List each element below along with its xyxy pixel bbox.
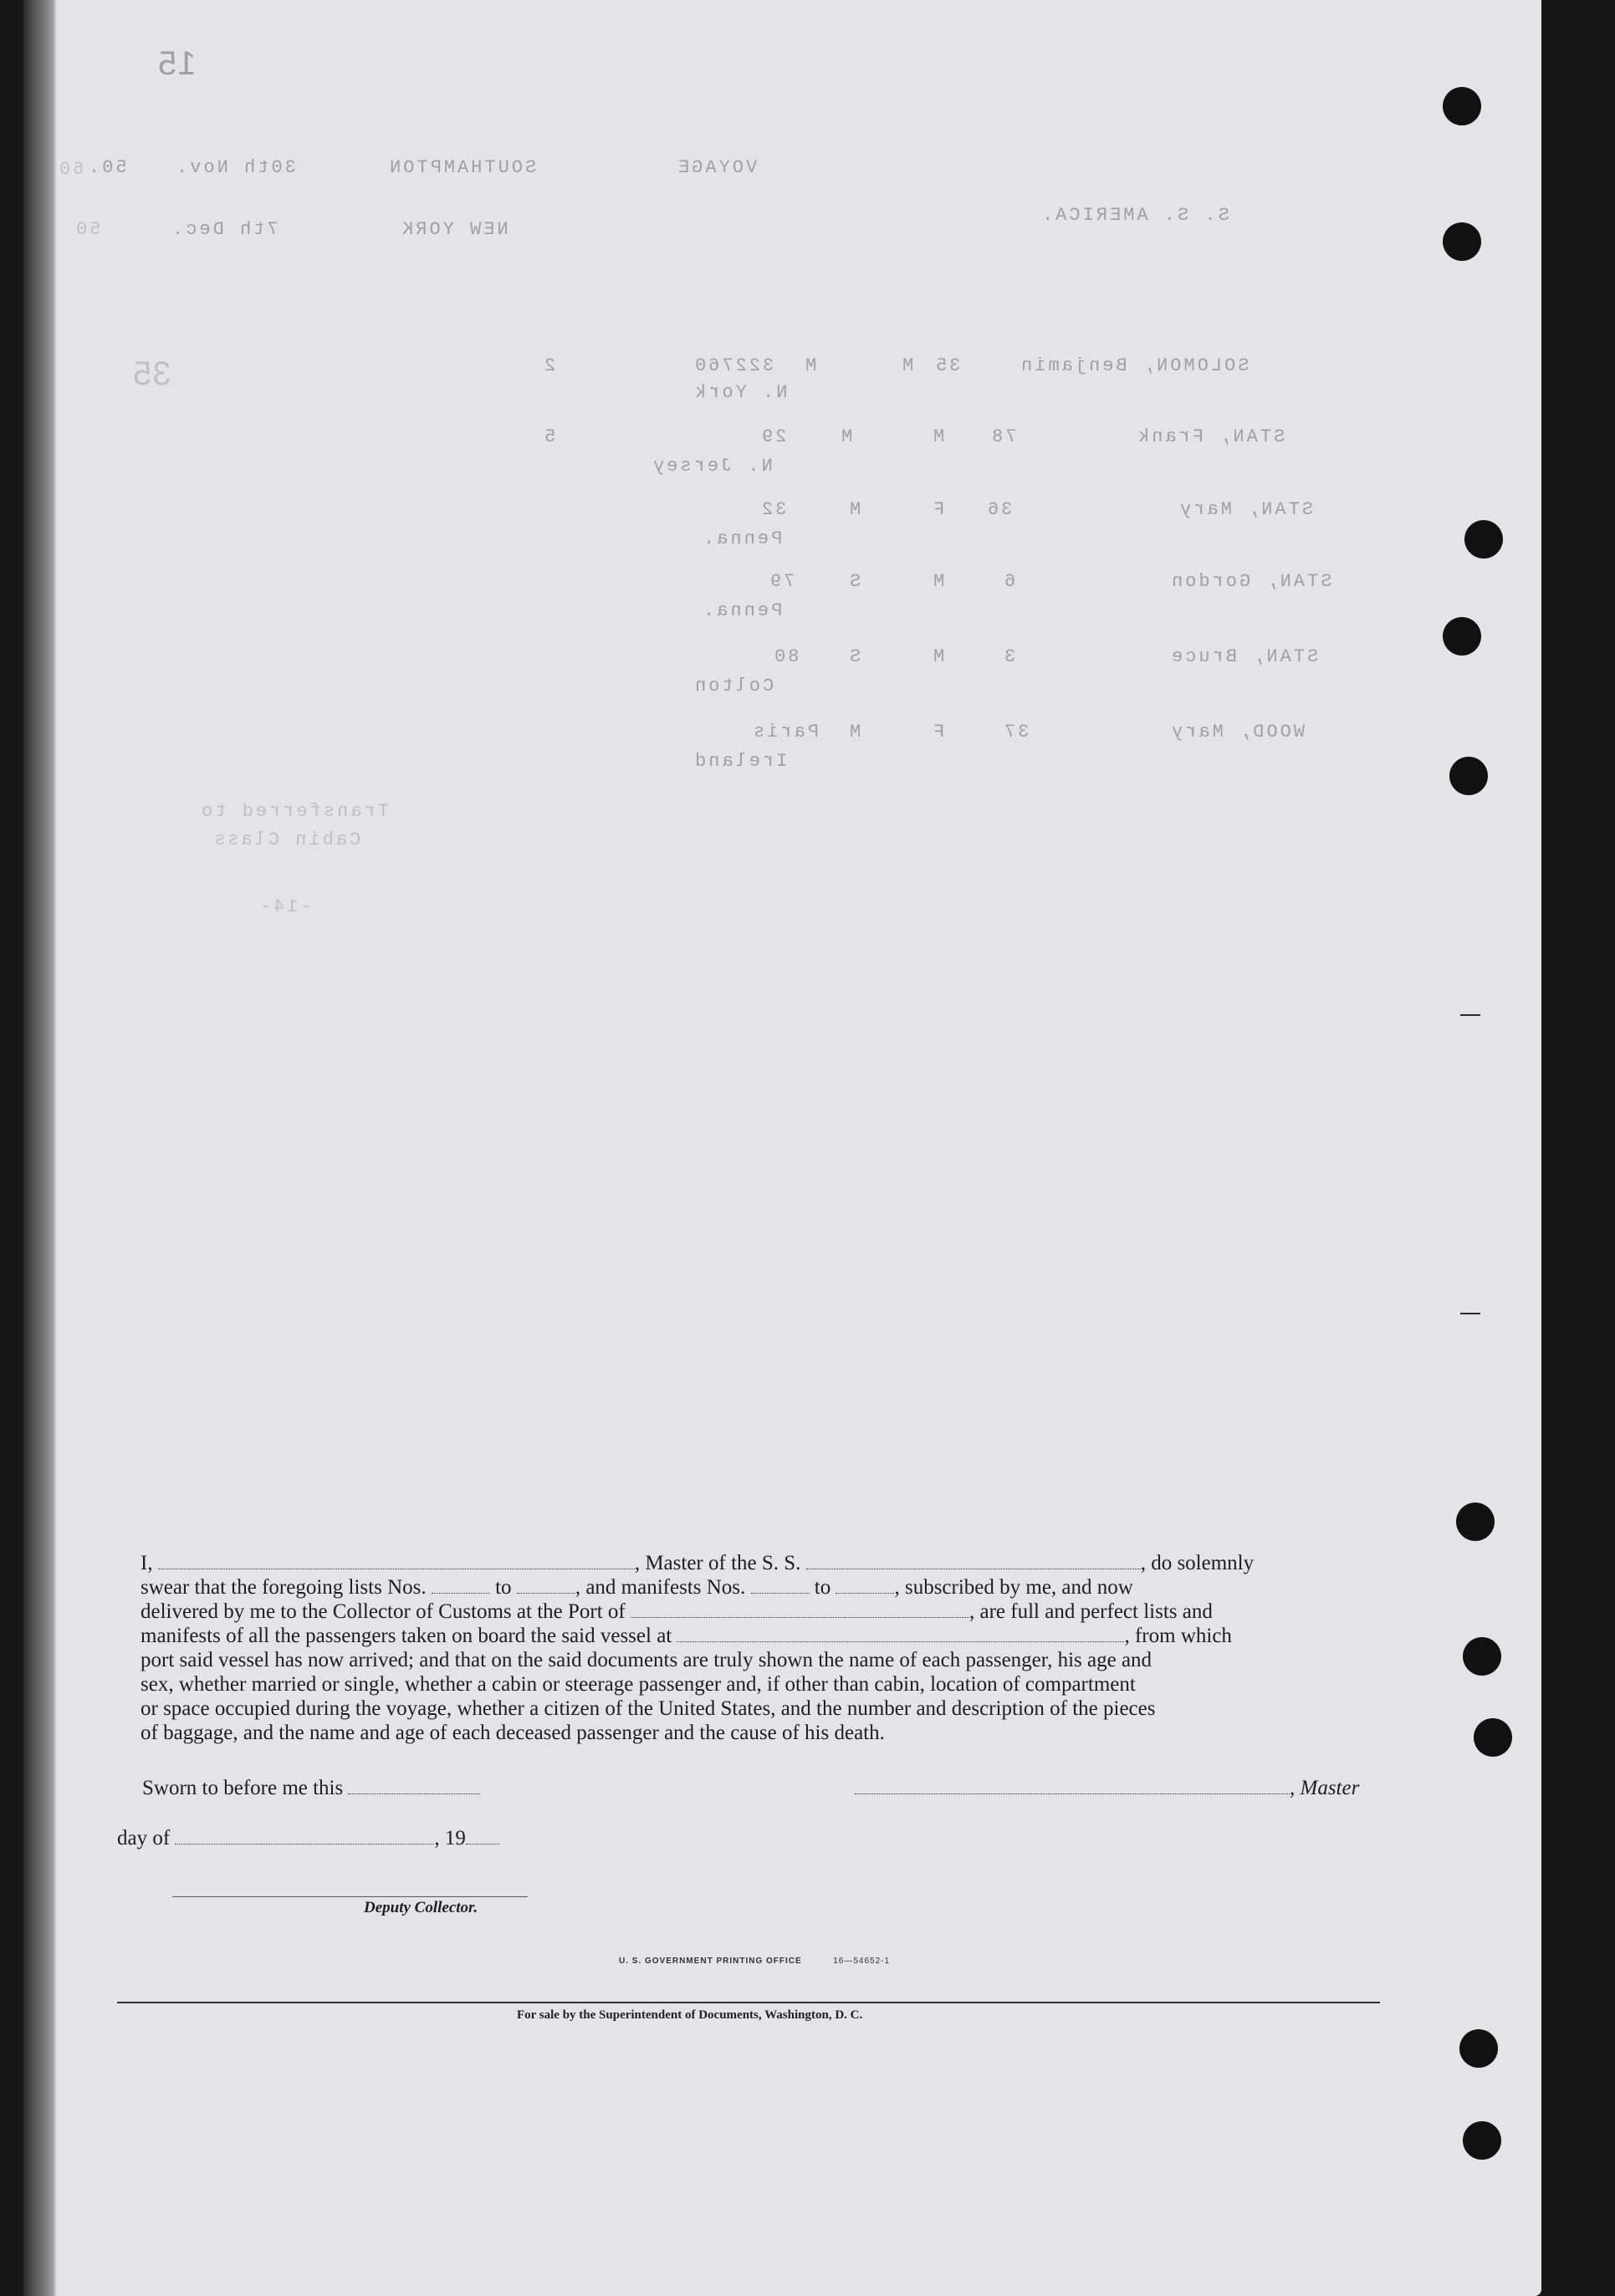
deputy-collector-label: Deputy Collector. (364, 1899, 478, 1916)
ghost-row-place: Colton (693, 676, 774, 696)
ghost-row-col: 2 (542, 355, 556, 376)
form-number: 16—54652-1 (833, 1957, 891, 1966)
ghost-row-age: 6 (1002, 571, 1016, 592)
ghost-left-note: Transferred to (199, 801, 389, 822)
ghost-row-status: M (839, 426, 853, 447)
ghost-row-age: 37 (1002, 722, 1030, 742)
ghost-row-sex: F (931, 499, 945, 520)
oath-text: , from which (1124, 1625, 1232, 1647)
margin-tick (1460, 1313, 1480, 1314)
binder-hole (1463, 1637, 1501, 1676)
footer-rule (117, 2002, 1380, 2003)
ghost-port-from: SOUTHAMPTON (387, 157, 537, 178)
oath-line: port said vessel has now arrived; and that on the said documents are truly shown the name of each passenger, his age and (141, 1649, 1152, 1671)
ghost-row-sex: F (931, 722, 945, 742)
oath-line: sex, whether married or single, whether a cabin or steerage passenger and, if other than cabin, location of compartment (141, 1673, 1136, 1696)
sworn-day-blank[interactable] (348, 1787, 480, 1794)
ghost-left-note: Cabin Class (212, 829, 361, 850)
ghost-row-sex: M (931, 571, 945, 592)
ghost-date-to: 7th Dec. (170, 219, 279, 240)
ghost-row-name: WOOD, Mary (1169, 722, 1306, 742)
year-prefix: , 19 (434, 1827, 466, 1850)
master-signature-blank[interactable] (855, 1787, 1290, 1794)
oath-line (141, 1624, 1402, 1648)
ghost-row-num: 29 (759, 426, 787, 447)
ghost-row-sex: M (900, 355, 914, 376)
ghost-page-number: 15 (157, 45, 197, 82)
oath-text: to (495, 1576, 512, 1599)
manifests-to-blank[interactable] (836, 1586, 894, 1594)
ghost-row-sex: M (931, 646, 945, 667)
departure-port-blank[interactable] (677, 1635, 1124, 1642)
ghost-row-name: STAN, Bruce (1169, 646, 1319, 667)
oath-line (141, 1600, 1402, 1624)
day-of-line (117, 1827, 499, 1850)
master-name-blank[interactable] (158, 1562, 635, 1569)
ghost-row-place: Penna. (701, 528, 783, 549)
ghost-row-status: M (803, 355, 817, 376)
ghost-row-sex: M (931, 426, 945, 447)
ghost-row-num: 79 (768, 571, 795, 592)
ship-name-blank[interactable] (806, 1562, 1141, 1569)
oath-line (141, 1575, 1402, 1600)
binder-hole (1443, 222, 1481, 261)
deputy-signature-line[interactable] (172, 1896, 528, 1897)
oath-text: , do solemnly (1140, 1552, 1255, 1574)
master-signature (855, 1777, 1359, 1800)
ghost-row-place: N. Jersey (651, 456, 773, 477)
oath-text: to (814, 1576, 831, 1599)
oath-text: I, (141, 1552, 153, 1574)
ghost-year-from: 50. (86, 157, 127, 178)
sheet-shadow-edge (23, 0, 57, 2296)
ghost-line1-left: 60 (57, 159, 84, 180)
port-blank[interactable] (631, 1610, 969, 1618)
ghost-line2-left: 50 (74, 219, 101, 240)
master-label: , Master (1290, 1777, 1360, 1799)
binder-hole (1443, 617, 1481, 656)
binder-hole (1443, 87, 1481, 125)
oath-line (141, 1551, 1402, 1575)
lists-from-blank[interactable] (432, 1586, 490, 1594)
ghost-row-name: STAN, Gordon (1169, 571, 1332, 592)
day-of-label: day of (117, 1827, 171, 1850)
ghost-left-page: -14- (258, 896, 312, 917)
ghost-row-col: 5 (542, 426, 556, 447)
printing-office-imprint (619, 1957, 890, 1966)
ghost-row-place: Penna. (701, 600, 783, 621)
footer-note: For sale by the Superintendent of Documents, Washington, D. C. (517, 2008, 863, 2022)
binder-hole (1464, 520, 1503, 559)
ghost-row-age: 35 (933, 355, 961, 376)
ghost-row-age: 3 (1002, 646, 1016, 667)
oath-text: swear that the foregoing lists Nos. (141, 1576, 427, 1599)
oath-line: or space occupied during the voyage, whether a citizen of the United States, and the number and description of the pieces (141, 1697, 1156, 1720)
year-blank[interactable] (466, 1837, 499, 1844)
binder-hole (1449, 757, 1488, 795)
ghost-date-from: 30th Nov. (174, 157, 296, 178)
oath-text: , are full and perfect lists and (969, 1600, 1213, 1623)
ghost-row-num: 80 (772, 646, 800, 667)
ghost-row-age: 36 (985, 499, 1013, 520)
ghost-row-num: Paris (751, 722, 820, 742)
ghost-row-place: N. York (693, 382, 788, 403)
oath-text: , subscribed by me, and now (894, 1576, 1133, 1599)
manifest-sheet (23, 0, 1541, 2296)
lists-to-blank[interactable] (517, 1586, 575, 1594)
printing-office: U. S. GOVERNMENT PRINTING OFFICE (619, 1957, 802, 1966)
month-blank[interactable] (175, 1837, 434, 1844)
oath-text: manifests of all the passengers taken on board the said vessel at (141, 1625, 672, 1647)
oath-text: delivered by me to the Collector of Customs at the Port of (141, 1600, 626, 1623)
oath-text: , and manifests Nos. (575, 1576, 746, 1599)
ghost-row-name: STAN, Frank (1136, 426, 1285, 447)
ghost-section-number: 35 (132, 355, 171, 392)
binder-hole (1463, 2121, 1501, 2160)
ghost-row-age: 78 (989, 426, 1017, 447)
ghost-row-place: Ireland (693, 751, 788, 772)
binder-hole (1474, 1718, 1512, 1757)
margin-tick (1460, 1014, 1480, 1016)
ghost-row-num: 32 (759, 499, 787, 520)
oath-text: , Master of the S. S. (634, 1552, 801, 1574)
binder-hole (1459, 2029, 1498, 2068)
sworn-line (142, 1777, 480, 1800)
master-oath (141, 1551, 1402, 1745)
ghost-row-name: SOLOMON, Benjamin (1019, 355, 1250, 376)
ghost-row-num: 322760 (693, 355, 774, 376)
ghost-row-status: M (847, 722, 861, 742)
ghost-port-to: NEW YORK (400, 219, 509, 240)
ghost-row-status: S (847, 646, 861, 667)
sworn-label: Sworn to before me this (142, 1777, 344, 1799)
ghost-row-status: S (847, 571, 861, 592)
ghost-voyage: VOYAGE (676, 157, 758, 178)
ghost-ship-name: S. S. AMERICA. (1040, 205, 1229, 226)
binder-hole (1456, 1503, 1495, 1541)
ghost-row-name: STAN, Mary (1178, 499, 1314, 520)
oath-line: of baggage, and the name and age of each deceased passenger and the cause of his death. (141, 1722, 885, 1744)
ghost-row-status: M (847, 499, 861, 520)
manifests-from-blank[interactable] (751, 1586, 810, 1594)
